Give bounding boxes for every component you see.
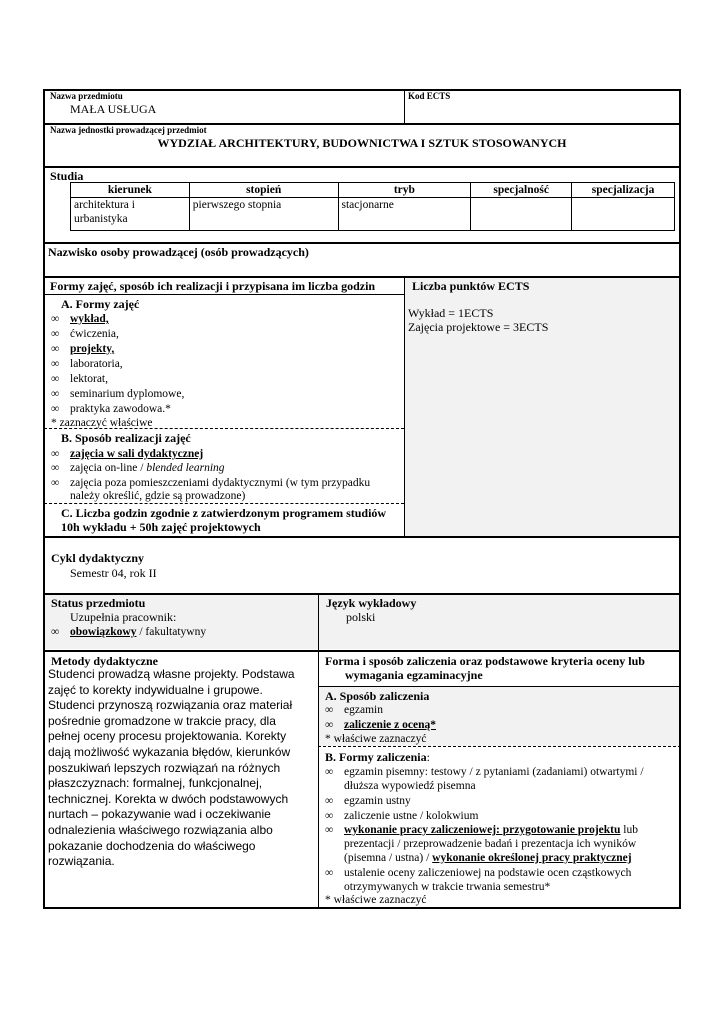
cell-kierunek: architektura i urbanistyka <box>71 198 190 231</box>
list-item: ∞ ustalenie oceny zaliczeniowej na podstawie ocen cząstkowych <box>325 867 632 879</box>
studies-table <box>70 182 675 231</box>
cell-tryb: stacjonarne <box>338 198 471 231</box>
assessment-a-title: A. Sposób zaliczenia <box>325 689 430 703</box>
col-kierunek: kierunek <box>71 183 190 198</box>
list-item: ∞ zajęcia on-line / blended learning <box>51 462 225 474</box>
subject-value: MAŁA USŁUGA <box>70 102 157 116</box>
forms-c-value: 10h wykładu + 50h zajęć projektowych <box>61 520 261 534</box>
list-item: ∞ ćwiczenia, <box>51 328 119 340</box>
list-item: ∞ egzamin <box>325 704 383 716</box>
methods-text: Studenci prowadzą własne projekty. Podstawa zajęć to korekty indywidualne i grupowe. Studenci przynoszą rozwiązania oraz materiał pośrednie gromadzone w trakcie pracy, dla pełnej oceny procesu projektowania. Korekty dają możliwość wykazania błędów, kierunków poszukiwań lepszych rozwiązań na różnych płaszczyznach: formalnej, funkcjonalnej, technicznej. Korekta w dwóch podstawowych nurtach – pokazywanie wad i oczekiwanie odnalezienia właściwego rozwiązania albo pokazanie dochodzenia do właściwego rozwiązania. <box>48 667 295 869</box>
unit-value: WYDZIAŁ ARCHITEKTURY, BUDOWNICTWA I SZTUK STOSOWANYCH <box>157 136 567 150</box>
cycle-label: Cykl dydaktyczny <box>51 551 145 565</box>
ects-points-header: Liczba punktów ECTS <box>412 279 530 293</box>
ects-points-line2: Zajęcia projektowe = 3ECTS <box>408 320 549 334</box>
list-item: ∞ egzamin ustny <box>325 795 411 807</box>
list-item: ∞ wykład, <box>51 313 109 325</box>
list-item-continuation: otrzymywanych w trakcie trwania semestru* <box>344 881 551 893</box>
list-item: ∞ laboratoria, <box>51 358 123 370</box>
forms-a-note: * zaznaczyć właściwe <box>51 417 153 429</box>
cycle-value: Semestr 04, rok II <box>70 566 157 580</box>
list-item: ∞ egzamin pisemny: testowy / z pytaniami (zadaniami) otwartymi / <box>325 766 644 778</box>
assessment-b-title: B. Formy zaliczenia: <box>325 750 430 764</box>
list-item: ∞ zajęcia poza pomieszczeniami dydaktycznymi (w tym przypadku <box>51 477 371 489</box>
language-label: Język wykładowy <box>326 596 417 610</box>
col-specjalizacja: specjalizacja <box>572 183 675 198</box>
forms-header: Formy zajęć, sposób ich realizacji i przypisana im liczba godzin <box>50 279 376 293</box>
forms-a-title: A. Formy zajęć <box>61 297 140 311</box>
assessment-header-l1: Forma i sposób zaliczenia oraz podstawowe kryteria oceny lub <box>325 654 645 668</box>
list-item-continuation: prezentacji / przeprowadzenie badań i prezentacja ich wyników <box>344 838 637 850</box>
unit-label: Nazwa jednostki prowadzącej przedmiot <box>50 125 207 135</box>
table-row <box>71 198 675 231</box>
forms-c-title: C. Liczba godzin zgodnie z zatwierdzonym programem studiów <box>61 506 387 520</box>
assessment-b-note: * właściwe zaznaczyć <box>325 894 427 906</box>
list-item: ∞ zaliczenie ustne / kolokwium <box>325 810 479 822</box>
list-item-continuation: dłuższa wypowiedź pisemna <box>344 780 476 792</box>
cell-specjalizacja <box>572 198 675 231</box>
status-note: Uzupełnia pracownik: <box>70 610 177 624</box>
col-tryb: tryb <box>338 183 471 198</box>
col-stopien: stopień <box>189 183 338 198</box>
list-item-continuation: (pisemna / ustna) / wykonanie określonej pracy praktycznej <box>344 852 632 864</box>
ects-code-label: Kod ECTS <box>408 91 451 101</box>
list-item: ∞ projekty, <box>51 343 115 355</box>
list-item: ∞ seminarium dyplomowe, <box>51 388 185 400</box>
col-specjalnosc: specjalność <box>471 183 572 198</box>
assessment-header-l2: wymagania egzaminacyjne <box>345 668 483 682</box>
assessment-a-note: * właściwe zaznaczyć <box>325 733 427 745</box>
list-item: ∞ wykonanie pracy zaliczeniowej: przygotowanie projektu lub <box>325 824 638 836</box>
lecturers-label: Nazwisko osoby prowadzącej (osób prowadzących) <box>48 245 309 259</box>
forms-b-title: B. Sposób realizacji zajęć <box>61 431 191 445</box>
list-item: ∞ praktyka zawodowa.* <box>51 403 171 415</box>
methods-label: Metody dydaktyczne <box>51 654 158 668</box>
list-item: ∞ lektorat, <box>51 373 108 385</box>
list-item: ∞ zaliczenie z oceną* <box>325 719 436 731</box>
studies-title: Studia <box>50 169 84 183</box>
subject-label: Nazwa przedmiotu <box>50 91 123 101</box>
status-label: Status przedmiotu <box>51 596 146 610</box>
ects-points-line1: Wykład = 1ECTS <box>408 306 494 320</box>
list-item-continuation: należy określić, gdzie są prowadzone) <box>70 490 246 502</box>
list-item: ∞ zajęcia w sali dydaktycznej <box>51 448 204 460</box>
cell-specjalnosc <box>471 198 572 231</box>
cell-stopien: pierwszego stopnia <box>189 198 338 231</box>
status-value: ∞ obowiązkowy / fakultatywny <box>51 626 207 638</box>
language-value: polski <box>346 610 376 624</box>
